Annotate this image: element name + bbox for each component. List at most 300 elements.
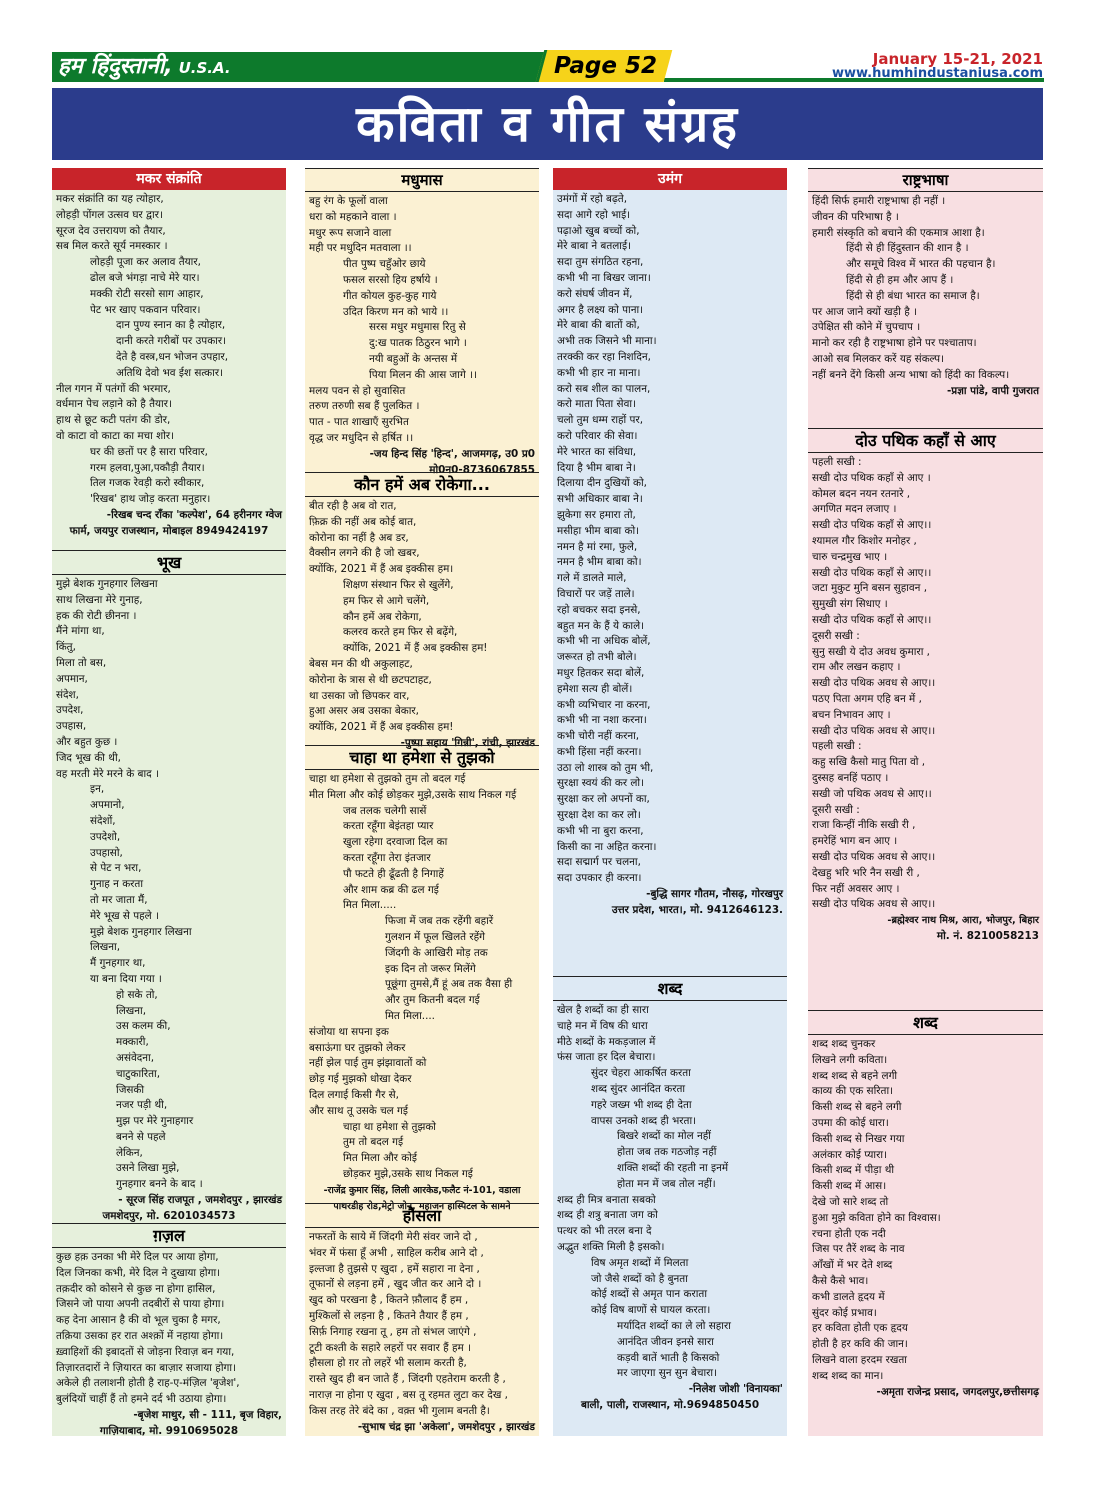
poem-line: दूसरी सखी :: [812, 803, 860, 816]
poem-line: चाटुकारिता,: [116, 1067, 161, 1080]
poem-line: कभी भी ना बिखर जाना।: [557, 271, 651, 284]
poem-author: -पुष्पा सहाय 'गिन्नी', रांची, झारखंड: [400, 736, 535, 749]
poem-line: मेरे भूख से पहले ।: [90, 909, 159, 922]
poem-line: चलो तुम धम्म राहों पर,: [557, 414, 643, 427]
poem-line: मुश्किलों से लड़ना है , कितने तैयार हैं हम ,: [309, 1309, 469, 1322]
poem-line: चाहा था हमेशा से तुझको तुम तो बदल गई: [309, 773, 466, 785]
poem-author: -बृजेश माथुर, सी - 111, बृज विहार,: [133, 1408, 282, 1421]
poem-line: सुमुखी संग सिधाए ।: [812, 598, 888, 611]
page-number-badge: [536, 50, 673, 82]
poem-line: गुनाह न करता: [90, 878, 144, 891]
poem-line: दिलाया दीन दुखियों को,: [557, 477, 647, 490]
poem-line: करता रहूँगा बेइंतहा प्यार: [343, 820, 434, 833]
poem-line: आओ सब मिलकर करें यह संकल्प।: [812, 352, 944, 365]
poem-line: पढ़ाओ खुब बच्चों को,: [557, 224, 640, 237]
poem-line: कभी भी ना अधिक बोलें,: [557, 635, 651, 648]
column-4: [808, 168, 1043, 1436]
poem-line: और बहुत कुछ ।: [56, 735, 118, 748]
poem-line: मुझ पर मेरे गुनाहगार: [116, 1115, 194, 1128]
poem-line: मक्कारी,: [116, 1036, 149, 1049]
poem-line: नहीं झेल पाई तुम झंझावातों को: [309, 1057, 427, 1070]
poem-line: मक्की रोटी सरसो साग आहार,: [90, 287, 204, 300]
poem-line: हाथ से छूट कटी पतंग की डोर,: [56, 414, 171, 427]
poem-body: [305, 192, 539, 447]
poem-line: किसी का ना अहित करना।: [557, 840, 657, 853]
poem-line: किसी शब्द में पीड़ा थी: [812, 1164, 895, 1177]
poem-title: कौन हमें अब रोकेगा...: [305, 472, 539, 497]
poem-line: कभी चोरी नहीं करना,: [557, 730, 640, 743]
poem-line: फसल सरसो हिय हर्षाये ।: [343, 273, 438, 286]
poem-line: चाहे मन में विष की धारा: [557, 1019, 648, 1032]
poem-line: करो परिवार की सेवा।: [557, 429, 638, 442]
poem-line: उठा लो शास्त्र को तुम भी,: [557, 761, 654, 774]
poem-line: सुरक्षा कर लो अपनों का,: [557, 793, 650, 806]
masthead: [52, 52, 552, 82]
poem-line: लोहड़ी पोंगल उत्सव घर द्वार।: [56, 208, 163, 221]
poem-line: राम और लखन कहाए ।: [812, 661, 901, 674]
poem-line: सिर्फ़ निगाह रखना तू , हम तो संभल जाएंगे ,: [309, 1325, 477, 1338]
poem-author: -रिखब चन्द राँका 'कल्पेश', 64 हरीनगर ग्वेज: [106, 508, 282, 521]
poem-line: हिंदी से ही बंधा भारत का समाज है।: [846, 289, 980, 302]
poem-line: बिखरे शब्दों का मोल नहीं: [617, 1130, 711, 1143]
poem-line: दानी करते गरीबों पर उपकार।: [116, 335, 227, 348]
column-2: [305, 168, 539, 1436]
poem-title: दोउ पथिक कहाँ से आए: [808, 428, 1043, 453]
poem-line: सुंदर चेहरा आकर्षित करता: [591, 1067, 691, 1080]
poem-line: मिला तो बस,: [56, 656, 107, 669]
poem-line: कभी हिंसा नहीं करना।: [557, 745, 642, 758]
poem-line: नयी बहुओं के अन्तस में: [369, 352, 458, 365]
poem-line: शब्द सुंदर आनंदित करता: [591, 1082, 686, 1095]
poem-line: भंवर में फंसा हूँ अभी , साहिल करीब आने दो ,: [309, 1246, 484, 1259]
poem-line: होती है हर कवि की जान।: [812, 1338, 908, 1351]
poem-line: गीत कोयल कुह-कुह गाये: [343, 289, 437, 302]
poem-line: तिल गजक रेवड़ी करो स्वीकार,: [90, 477, 205, 490]
poem-line: लोहड़ी पूजा कर अलाव तैयार,: [90, 256, 201, 269]
poem-line: बचन निभावन आए ।: [812, 708, 891, 721]
poem-line: बनने से पहले: [116, 1130, 166, 1143]
poem-line: मुझे बेशक गुनहगार लिखना: [90, 925, 192, 938]
poem-line: शब्द ही शत्रु बनाता जग को: [557, 1209, 658, 1222]
poem-body: [553, 190, 787, 887]
poem-line: ढोल बजे भंगड़ा नाचे मेरे यार।: [90, 271, 200, 284]
poem-line: कोरोना का नहीं है अब डर,: [309, 531, 409, 544]
poem-line: मलय पवन से हो सुवासित: [309, 384, 406, 397]
poem-line: आनंदित जीवन इनसे सारा: [617, 1335, 714, 1348]
poem-line: लिखना,: [116, 1004, 146, 1017]
poem-line: फंस जाता हर दिल बेचारा।: [557, 1051, 656, 1064]
poem-line: सुरक्षा स्वयं की कर लो।: [557, 777, 645, 790]
poem-line: जिस पर तैरें शब्द के नाव: [812, 1243, 905, 1256]
poem-author: -ब्रह्मेश्वर नाथ मिश्र, आरा, भोजपुर, बिहार: [887, 915, 1039, 927]
poem-line: फिर नहीं अवसर आए ।: [812, 882, 900, 895]
poem-body: [305, 497, 539, 736]
poem-shabd-1: [553, 976, 787, 1414]
poem-line: करो माता पिता सेवा।: [557, 398, 636, 411]
poem-line: मधुर रूप सजाने वाला: [309, 226, 392, 239]
poem-line: मित मिला और कोई: [343, 1152, 418, 1165]
poem-kaun-hamein: [305, 472, 539, 749]
poem-line: अपमान,: [56, 672, 88, 685]
poem-line: उस कलम की,: [116, 1020, 171, 1033]
poem-line: करो सब शील का पालन,: [557, 382, 651, 395]
poem-author: - सूरज सिंह राजपूत , जमशेदपुर , झारखंड: [118, 1194, 282, 1207]
poem-line: मधुर हितकर सदा बोलें,: [557, 666, 645, 679]
poem-line: घर की छतों पर है सारा परिवार,: [90, 445, 208, 458]
website-link[interactable]: www.humhindustaniusa.com: [831, 66, 1043, 81]
poem-line: मुझे बेशक गुनहगार लिखना: [56, 578, 158, 590]
poem-author: -बुद्धि सागर गौतम, नौसढ़, गोरखपुर: [646, 888, 783, 901]
poem-line: मानो कर रही है राष्ट्रभाषा होने पर पश्चाताप।: [812, 337, 977, 350]
poem-line: कभी भी ना नशा करना।: [557, 714, 647, 727]
poem-line: इन,: [90, 783, 105, 796]
poem-line: मैंने मांगा था,: [56, 625, 105, 638]
poem-line: हिंदी से ही हम और आप हैं ।: [846, 273, 954, 286]
poem-line: संदेश,: [56, 688, 79, 701]
poem-line: 'रिखब' हाथ जोड़ करता मनुहार।: [90, 493, 211, 506]
poem-line: और समूचे विश्व में भारत की पहचान है।: [846, 258, 996, 271]
poem-line: अगर है लक्ष्य को पाना।: [557, 303, 644, 316]
poem-line: पूछूंगा तुमसे,मैं हूं अब तक वैसा ही: [385, 978, 513, 991]
poem-line: पहली सखी :: [812, 740, 862, 753]
poem-line: वह मरती मेरे मरने के बाद ।: [56, 767, 159, 780]
poem-line: लिखने वाला हरदम रखता: [812, 1353, 907, 1366]
poem-line: जरूरत हो तभी बोले।: [557, 651, 637, 664]
poem-line: करता रहूँगा तेरा इंतजार: [343, 851, 431, 864]
poem-line: उपहास,: [56, 720, 87, 733]
poem-line: सखी दोउ पथिक कहाँ से आए।।: [812, 613, 932, 626]
poem-line: चाहा था हमेशा से तुझको: [343, 1120, 437, 1133]
poem-line: पेट भर खाए पकवान परिवार।: [90, 303, 201, 316]
poem-line: अलंकार कोई प्यारा।: [812, 1148, 888, 1161]
poem-line: संदेशों,: [90, 814, 116, 827]
poem-line: मीठे शब्दों के मकड़जाल में: [557, 1035, 656, 1048]
poem-dou-pathik: [808, 428, 1043, 1010]
poem-line: बेबस मन की थी अकुलाहट,: [309, 657, 413, 670]
poem-line: गले में डालते माले,: [557, 572, 627, 585]
poem-makar-sankranti: [52, 168, 286, 550]
poem-line: जीवन की परिभाषा है ।: [812, 210, 899, 223]
poem-line: शब्द शब्द चुनकर: [812, 1038, 876, 1050]
poem-line: गुलशन में फूल खिलते रहेंगे: [385, 930, 485, 943]
poem-body: [808, 192, 1043, 384]
poem-line: कड़वी बातें भाती है किसको: [617, 1351, 720, 1364]
poem-author-contact: मो0न0-8736067855: [429, 463, 535, 476]
poem-line: खुद को परखना है , कितने फ़ौलाद हैं हम ,: [309, 1294, 469, 1307]
poem-line: वापस उनको शब्द ही भरता।: [591, 1114, 697, 1127]
poem-author: -जय हिन्द सिंह 'हिन्द', आजमगढ़, उ0 प्र0: [369, 447, 535, 460]
poem-line: इल्तजा है तुझसे ए खुदा , हमें सहारा ना देना ,: [309, 1262, 480, 1275]
poem-line: सुनु सखी ये दोउ अवध कुमारा ,: [812, 645, 930, 658]
poem-title: ग़ज़ल: [52, 1223, 286, 1248]
poem-line: जटा मुकुट मुनि बसन सुहावन ,: [812, 582, 928, 595]
poem-line: कभी व्यभिचार ना करना,: [557, 698, 651, 711]
poem-line: गहरे जख्म भी शब्द ही देता: [591, 1098, 692, 1111]
poem-line: सखी दोउ पथिक अवध से आए।।: [812, 677, 936, 690]
poem-title: मकर संक्रांति: [52, 168, 286, 190]
poem-line: शब्द शब्द से बहने लगी: [812, 1069, 898, 1082]
poem-line: किस तरह तेरे बंदे का , वक़्त भी गुलाम बनती है।: [309, 1404, 490, 1417]
poem-body: [808, 453, 1043, 913]
poem-line: मकर संक्रांति का यह त्योहार,: [56, 193, 164, 205]
poem-line: उसने लिखा मुझे,: [116, 1162, 180, 1175]
poem-author-contact: जमशेदपुर, मो. 6201034573: [102, 1209, 236, 1222]
poem-line: अगणित मदन लजाए ।: [812, 503, 897, 516]
page-number: Page 52: [554, 53, 657, 79]
poem-title: हौसला: [305, 1203, 539, 1228]
poem-line: पहली सखी :: [812, 456, 862, 468]
poem-rashtrabhasha: [808, 168, 1043, 428]
poem-line: रहो बचकर सदा इनसे,: [557, 603, 641, 616]
poem-author: -प्रज्ञा पांडे, वापी गुजरात: [946, 384, 1039, 397]
poem-line: राजा किन्हीं नीकि सखी री ,: [812, 819, 916, 832]
poem-body: [52, 575, 286, 1193]
poem-line: कभी डालते हृदय में: [812, 1290, 885, 1303]
poem-line: उपहासो,: [90, 846, 123, 859]
poem-line: विचारों पर जड़ें ताले।: [557, 587, 635, 600]
poem-line: शब्द शब्द का मान।: [812, 1369, 884, 1382]
poem-title: उमंग: [553, 168, 787, 190]
poem-author: -राजेंद्र कुमार सिंह, लिली आरकेड,फलैट नं-101, वडाला: [323, 1184, 521, 1196]
poem-line: उपदेश,: [56, 704, 84, 717]
poem-line: शक्ति शब्दों की रहती ना इनमें: [617, 1161, 729, 1174]
poem-body: [553, 1001, 787, 1382]
poem-title: शब्द: [808, 1010, 1043, 1035]
poem-line: हक की रोटी छीनना ।: [56, 609, 137, 622]
poem-line: नमन है भीम बाबा को।: [557, 556, 642, 569]
poem-line: पौ फटते ही ढूँढती है निगाहें: [343, 867, 444, 880]
poem-bhookh: [52, 550, 286, 1223]
poem-line: सदा उपकार ही करना।: [557, 872, 642, 885]
poem-line: नाराज़ ना होना ए खुदा , बस तू रहमत लुटा कर देख ,: [309, 1388, 508, 1401]
poem-line: मेरे बाबा की बातों को,: [557, 319, 640, 332]
poem-line: से पेट न भरा,: [90, 862, 142, 875]
poem-line: जब तलक चलेगी सासें: [343, 804, 427, 817]
poem-line: हिंदी सिर्फ हमारी राष्ट्रभाषा ही नहीं ।: [812, 195, 946, 207]
poem-line: जिसकी: [116, 1083, 145, 1096]
poem-line: गरम हलवा,पुआ,पकौड़ी तैयार।: [90, 461, 205, 474]
poem-line: तूफानों से लड़ना हमें , खुद जीत कर आने दो ।: [309, 1278, 482, 1291]
poem-line: टूटी कश्ती के सहारे लहरों पर सवार हैं हम ।: [309, 1341, 471, 1354]
poem-line: वैक्सीन लगने की है जो खबर,: [309, 547, 420, 560]
poem-line: सखी दोउ पथिक अवध से आए।।: [812, 898, 936, 911]
masthead-title: हम हिंदुस्तानी,: [58, 54, 173, 79]
column-3: [553, 168, 787, 1436]
poem-line: जिद भूख की थी,: [56, 751, 121, 764]
poem-line: मित मिला....: [385, 1009, 435, 1022]
poem-line: काव्य की एक सरिता।: [812, 1085, 894, 1098]
poem-line: अभी तक जिसने भी माना।: [557, 335, 657, 348]
poem-umang: [553, 168, 787, 976]
poem-line: सखी दोउ पथिक कहाँ से आए ।: [812, 471, 931, 484]
poem-line: उपमा की कोई धारा।: [812, 1116, 889, 1129]
poem-hausla: [305, 1203, 539, 1435]
poem-line: असंवेदना,: [116, 1051, 155, 1064]
poem-line: सखी दोउ पथिक अवध से आए।।: [812, 850, 936, 863]
poem-line: मही पर मधुदिन मतवाला ।।: [309, 242, 412, 255]
poem-line: करो संघर्ष जीवन में,: [557, 287, 633, 300]
poem-line: जिसने जो पाया अपनी तदबीरों से पाया होगा।: [56, 1298, 225, 1311]
poem-line: खुला रहेगा दरवाजा दिल का: [343, 836, 448, 849]
poem-line: देखहु भरि भरि नैन सखी री ,: [812, 866, 920, 879]
poem-body: [52, 1248, 286, 1408]
poem-line: तरुण तरुणी सब हैं पुलकित ।: [309, 400, 420, 413]
poem-line: देते है वस्त्र,धन भोजन उपहार,: [116, 350, 229, 363]
poem-line: कोई शब्दों से अमृत पान कराता: [591, 1288, 708, 1301]
poem-body: [52, 190, 286, 508]
poem-line: जिंदगी के आखिरी मोड़ तक: [385, 946, 488, 959]
poem-line: गुनहगार बनने के बाद ।: [116, 1178, 203, 1191]
poem-line: नहीं बनने देंगे किसी अन्य भाषा को हिंदी का विकल्प।: [812, 368, 1010, 381]
poem-line: पत्थर को भी तरल बना दे: [557, 1225, 652, 1238]
poem-line: खेल है शब्दों का ही सारा: [557, 1004, 649, 1016]
poem-line: हिंदी से ही हिंदुस्तान की शान है ।: [846, 242, 969, 255]
poem-line: विष अमृत शब्दों में मिलता: [591, 1256, 689, 1269]
poem-line: मित मिला.....: [343, 899, 397, 912]
poem-line: किसी शब्द से बहने लगी: [812, 1101, 902, 1114]
poem-line: छोड़ गई मुझको धोखा देकर: [309, 1073, 412, 1086]
poem-author-contact: पाथरडीह रोड,मेट्रो जोन, महाजन हास्पिटल के सामने: [333, 1200, 511, 1212]
poem-line: शब्द ही मित्र बनाता सबको: [557, 1193, 656, 1206]
poem-line: मसीहा भीम बाबा को।: [557, 524, 640, 537]
poem-line: मैं गुनहगार था,: [90, 957, 146, 970]
poem-body: [305, 770, 539, 1183]
poem-line: रास्ते खुद ही बन जाते हैं , जिंदगी एहतेराम करती है ,: [309, 1373, 506, 1386]
poem-line: या बना दिया गया ।: [90, 972, 162, 985]
poem-line: मर्यादित शब्दों का ले लो सहारा: [617, 1319, 731, 1332]
poem-line: किंतु,: [56, 641, 76, 654]
poem-line: लिखने लगी कविता।: [812, 1053, 888, 1066]
poem-line: बसाऊंगा घर तुझको लेकर: [309, 1041, 406, 1054]
poem-line: अद्भुत शक्ति मिली है इसको।: [557, 1240, 665, 1253]
poem-line: वो काटा वो काटा का मचा शोर।: [56, 429, 175, 442]
poem-line: इक दिन तो जरूर मिलेंगे: [385, 962, 476, 975]
poem-line: बहु रंग के फूलों वाला: [309, 195, 388, 207]
poem-line: कभी भी ना बुरा करना,: [557, 824, 644, 837]
poem-line: पिया मिलन की आस जागे ।।: [369, 368, 477, 381]
poem-line: तक़िया उसका हर रात अश्क़ों में नहाया होगा।: [56, 1329, 224, 1342]
poem-line: क्योंकि, 2021 में हैं अब इक्कीस हम।: [309, 563, 454, 576]
poem-line: चारु चन्द्रमुख भाए ।: [812, 550, 888, 563]
poem-line: कलरव करते हम फिर से बढ़ेंगे,: [343, 626, 458, 639]
poem-line: कुछ हक़ उनका भी मेरे दिल पर आया होगा,: [56, 1251, 219, 1263]
poem-line: पर आज जाने क्यों खड़ी है ।: [812, 305, 917, 318]
section-banner: कविता व गीत संग्रह: [52, 88, 1043, 160]
poem-line: हुआ मुझे कविता होने का विश्वास।: [812, 1211, 941, 1224]
poem-line: सखी दोउ पथिक कहाँ से आए।।: [812, 566, 932, 579]
poem-line: नमन है मां रमा, फुले,: [557, 540, 638, 553]
poem-line: दान पुण्य स्नान का है त्योहार,: [116, 319, 226, 332]
poem-line: फ़िक्र की नहीं अब कोई बात,: [309, 515, 417, 528]
poem-line: तुम तो बदल गई: [343, 1136, 404, 1149]
poem-line: कह देना आसान है की वो भूल चुका है मगर,: [56, 1314, 221, 1327]
poem-line: कोमल बदन नयन रतनारे ,: [812, 487, 911, 500]
poem-line: किसी शब्द से निखर गया: [812, 1132, 905, 1145]
poem-line: और तुम कितनी बदल गई: [385, 994, 480, 1007]
poem-title: शब्द: [553, 976, 787, 1001]
poem-line: किसी शब्द में आस।: [812, 1180, 887, 1193]
poem-author: -सुभाष चंद्र झा 'अकेला', जमशेदपुर , झारखंड: [357, 1420, 535, 1433]
poem-line: होता जब तक गठजोड़ नहीं: [617, 1146, 717, 1159]
poem-author: -निलेश जोशी 'विनायका': [688, 1383, 783, 1396]
poem-line: ख़्वाहिशों की इबादतों से जोड़ना रिवाज़ बन गया,: [56, 1345, 235, 1358]
poem-line: मर जाएगा सुन सुन बेचारा।: [617, 1367, 718, 1380]
poem-line: कैसे कैसे भाव।: [812, 1274, 869, 1287]
poem-line: सभी अधिकार बाबा ने।: [557, 493, 643, 506]
poem-line: सखी दोउ पथिक अवध से आए।।: [812, 724, 936, 737]
poem-line: मेरे भारत का संविधा,: [557, 445, 637, 458]
poem-author-contact: उत्तर प्रदेश, भारत।, मो. 9412646123.: [611, 903, 783, 916]
poem-line: फिजा में जब तक रहेंगी बहारें: [385, 915, 494, 928]
poem-line: नजर पड़ी थी,: [116, 1099, 168, 1112]
poem-line: हमेशा सत्य ही बोलें।: [557, 682, 633, 695]
poem-line: श्यामल गौर किशोर मनोहर ,: [812, 534, 917, 547]
poem-line: तिज़ारतदारों ने ज़ियारत का बाज़ार सजाया होगा।: [56, 1361, 236, 1374]
poem-line: नील गगन में पतंगों की भरमार,: [56, 382, 171, 395]
poem-line: बीत रही है अब वो रात,: [309, 500, 397, 512]
poem-madhumas: [305, 168, 539, 476]
poem-line: देखे जो सारे शब्द तो: [812, 1195, 889, 1208]
poem-line: हमारी संस्कृति को बचाने की एकमात्र आशा है।: [812, 226, 985, 239]
poem-line: सूरज देव उत्तरायण को तैयार,: [56, 224, 166, 237]
poem-line: हमरेहिं भाग बन आए ।: [812, 835, 898, 848]
poem-line: और शाम कब्र की ढल गई: [343, 883, 439, 896]
poem-line: अतिथि देवो भव ईश सत्कार।: [116, 366, 224, 379]
poem-line: सब मिल करते सूर्य नमस्कार ।: [56, 240, 168, 253]
poem-line: क्योंकि, 2021 में हैं अब इक्कीस हम!: [309, 721, 454, 734]
page-header: [0, 0, 1095, 88]
issue-date: January 15-21, 2021: [872, 50, 1043, 68]
poem-line: कौन हमें अब रोकेगा,: [343, 610, 422, 623]
poem-line: सदा तुम संगठित रहना,: [557, 256, 644, 269]
poem-body: [305, 1228, 539, 1420]
poem-line: दु:ख पातक ठिठुरन भागे ।: [369, 337, 467, 350]
poem-line: सरस मधुर मधुमास रितु से: [369, 321, 466, 334]
poem-line: उदित किरण मन को भाये ।।: [343, 305, 449, 318]
poem-title: चाहा था हमेशा से तुझको: [305, 745, 539, 770]
poem-line: लेकिन,: [116, 1146, 143, 1159]
poem-line: कहु सखि कैसो मातु पिता वो ,: [812, 756, 926, 769]
poem-line: होता मन में जब तोल नहीं।: [617, 1177, 716, 1190]
poem-author-contact: फार्म, जयपुर राजस्थान, मोबाइल 8949424197: [69, 524, 269, 537]
poem-line: हम फिर से आगे चलेंगे,: [343, 594, 430, 607]
poem-line: जो जैसे शब्दों को है बुनता: [591, 1272, 688, 1285]
poem-shabd-2: [808, 1010, 1043, 1400]
poem-line: हो सके तो,: [116, 988, 158, 1001]
poem-line: सुंदर कोई प्रभाव।: [812, 1306, 877, 1319]
poem-line: पठए पिता अगम एहि बन में ,: [812, 692, 922, 705]
poem-line: तो मर जाता मैं,: [90, 893, 148, 906]
masthead-suffix: U.S.A.: [178, 59, 231, 77]
poem-line: आँखों में भर देते शब्द: [812, 1259, 893, 1272]
poem-line: तक़दीर को कोसने से कुछ ना होगा हासिल,: [56, 1282, 216, 1295]
poem-line: मीत मिला और कोई छोड़कर मुझे,उसके साथ निकल गई: [309, 788, 517, 801]
column-1: [52, 168, 286, 1436]
poem-line: कोई विष बाणों से घायल करता।: [591, 1304, 711, 1317]
poem-ghazal: [52, 1223, 286, 1440]
poem-line: वर्धमान पेच लड़ाने को है तैयार।: [56, 398, 172, 411]
poem-line: पात - पात शाखाएँ सुरभित: [309, 416, 409, 429]
poem-line: झुकेगा सर हमारा तो,: [557, 508, 636, 521]
poem-line: मेरे बाबा ने बतलाई।: [557, 240, 632, 253]
poem-line: बहुत मन के हैं ये काले।: [557, 619, 645, 632]
poem-line: दुस्सह बनहिं पठाए ।: [812, 771, 889, 784]
poem-line: क्योंकि, 2021 में हैं अब इक्कीस हम!: [343, 642, 488, 655]
poem-line: नफरतों के साये में जिंदगी मेरी संवर जाने दो ,: [309, 1231, 478, 1243]
poem-line: सखी जो पथिक अवध से आए।।: [812, 787, 932, 800]
poem-line: कोरोना के त्रास से थी छटपटाहट,: [309, 673, 432, 686]
poem-body: [808, 1035, 1043, 1385]
